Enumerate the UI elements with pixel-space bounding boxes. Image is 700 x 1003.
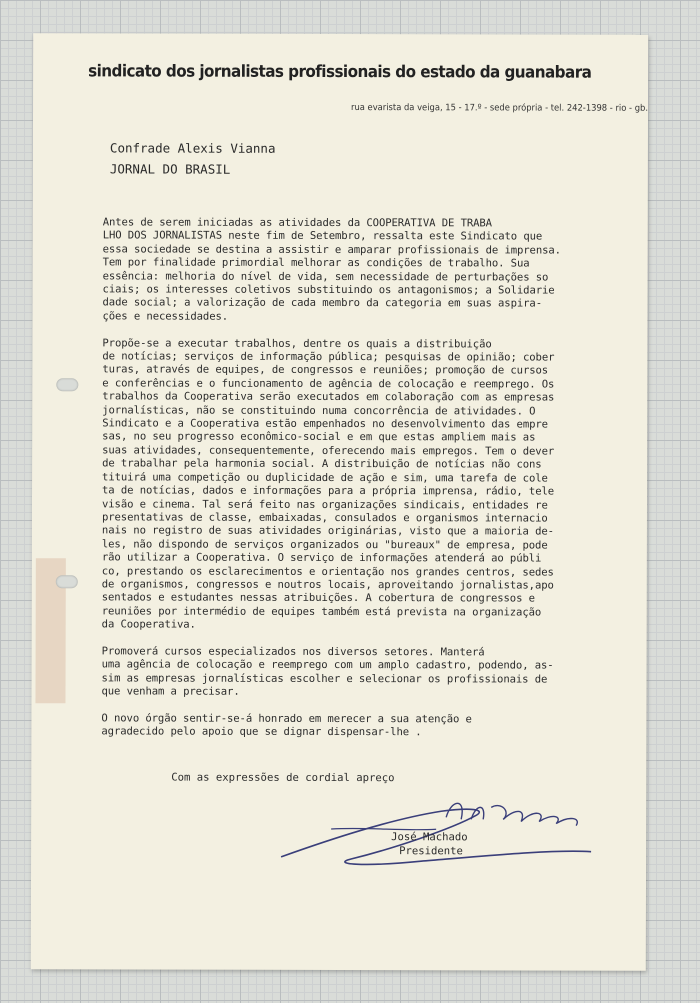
paragraph: O novo órgão sentir-se-á honrado em merecer a sua atenção e agradecido pelo apoio que se dignar dispensar-lhe . bbox=[101, 712, 472, 739]
paragraph: Propõe-se a executar trabalhos, dentre os quais a distribuição de notícias; serviços de informação pública; pesquisas de opinião; cober turas, através de equipes, de congressos e reuniões; promoção de cursos e conferências e o funcionamento de agência de colocação e reemprego. Os trabalhos da Cooperativa serão executados em colaboração com as empresas jornalísticas, não se constituindo numa concorrência de atividades. O Sindicato e a Cooperativa estão empenhados no desenvolvimento das empre sas, no seu progresso econômico-social e em que estas ampliem mais as suas atividades, consequentemente, oferecendo mais empregos. Tem o dever de trabalhar pela harmonia social. A distribuição de notícias não cons tituirá uma competição ou duplicidade de ação e sim, uma tarefa de cole ta de notícias, dados e informações para a própria imprensa, rádio, tele visão e cinema. Tal será feito nas organizações sindicais, entidades re presentativas de classe, embaixadas, consulados e organismos internacio nais no registro de suas atividades originárias, visto que a maioria de- les, não dispondo de serviços organizados ou "bureaux" de empresa, pode rão utilizar a Cooperativa. O serviço de informações atenderá ao públi co, prestando os esclarecimentos e orientação nos grandes centros, sedes de organismos, congressos e noutros locais, aproveitando jornalistas,apo sentados e estudantes nessas atribuições. A cobertura de congressos e reuniões por intermédio de equipes também está prevista na organização da Cooperativa. bbox=[101, 337, 555, 631]
signer-role: Presidente bbox=[399, 845, 463, 858]
letterhead-address: rua evarista da veiga, 15 - 17.º - sede própria - tel. 242-1398 - rio - gb. bbox=[351, 103, 649, 114]
paragraph: Antes de serem iniciadas as atividades da COOPERATIVA DE TRABA LHO DOS JORNALISTAS neste fim de Setembro, ressalta este Sindicato que essa sociedade se destina a assistir e amparar profissionais de imprensa. Tem por finalidade primordial melhorar as condições de trabalho. Sua essência: melhoria do nível de vida, sem necessidade de perturbações so ciais; os interesses coletivos substituindo os antagonismos; a Solidarie dade social; a valorização de cada membro da categoria em suas aspira- ções e necessidades. bbox=[102, 216, 561, 323]
closing-salutation: Com as expressões de cordial apreço bbox=[171, 771, 395, 785]
letter-body bbox=[101, 216, 627, 754]
paragraph: Promoverá cursos especializados nos diversos setores. Manterá uma agência de colocação e reemprego com um amplo cadastro, podendo, as- sim as empresas jornalísticas escolher e selecionar os profissionais de que venham a precisar. bbox=[101, 645, 554, 698]
punch-hole bbox=[56, 575, 78, 588]
signer-name: José Machado bbox=[391, 831, 468, 844]
handwritten-signature bbox=[271, 789, 601, 870]
recipient-organization: JORNAL DO BRASIL bbox=[109, 161, 231, 177]
punch-hole bbox=[56, 378, 78, 391]
letter-paper bbox=[31, 33, 648, 971]
letterhead-title: sindicato dos jornalistas profissionais do estado da guanabara bbox=[88, 61, 592, 82]
recipient-name: Confrade Alexis Vianna bbox=[109, 140, 276, 156]
